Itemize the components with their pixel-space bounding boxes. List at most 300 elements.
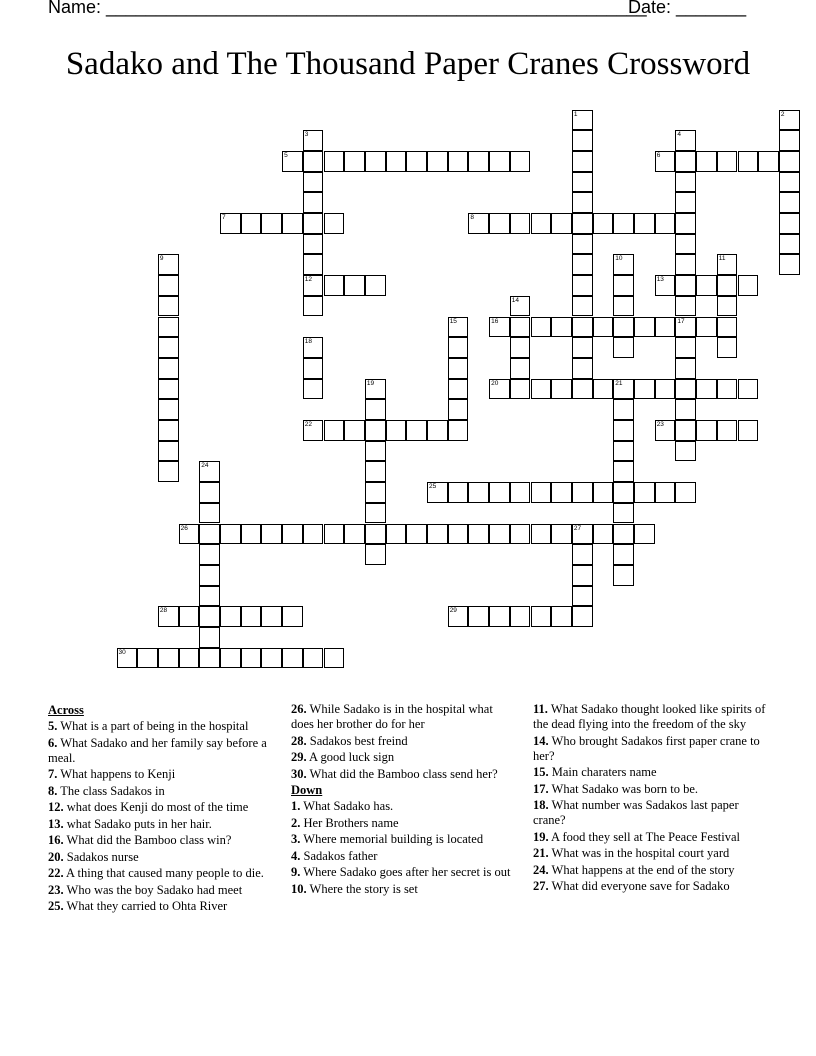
grid-cell[interactable] bbox=[365, 482, 386, 503]
grid-cell[interactable] bbox=[779, 213, 800, 234]
grid-cell[interactable] bbox=[696, 317, 717, 338]
grid-cell[interactable] bbox=[324, 524, 345, 545]
grid-cell[interactable] bbox=[717, 379, 738, 400]
grid-cell[interactable] bbox=[675, 172, 696, 193]
grid-cell[interactable] bbox=[655, 275, 676, 296]
grid-cell[interactable] bbox=[137, 648, 158, 669]
grid-cell[interactable] bbox=[427, 524, 448, 545]
across-clue: 25. What they carried to Ohta River bbox=[48, 899, 228, 913]
grid-cell[interactable] bbox=[655, 151, 676, 172]
grid-cell[interactable] bbox=[303, 358, 324, 379]
grid-cell[interactable] bbox=[779, 110, 800, 131]
grid-cell[interactable] bbox=[282, 648, 303, 669]
grid-cell[interactable] bbox=[324, 420, 345, 441]
grid-cell[interactable] bbox=[738, 420, 759, 441]
grid-cell[interactable] bbox=[717, 296, 738, 317]
grid-cell[interactable] bbox=[634, 524, 655, 545]
grid-cell[interactable] bbox=[675, 254, 696, 275]
clue-number: 18 bbox=[304, 338, 313, 346]
grid-cell[interactable] bbox=[613, 213, 634, 234]
grid-cell[interactable] bbox=[406, 524, 427, 545]
grid-cell[interactable] bbox=[572, 151, 593, 172]
grid-cell[interactable] bbox=[158, 441, 179, 462]
grid-cell[interactable] bbox=[593, 524, 614, 545]
grid-cell[interactable] bbox=[386, 420, 407, 441]
grid-cell[interactable] bbox=[365, 151, 386, 172]
grid-cell[interactable] bbox=[572, 358, 593, 379]
grid-cell[interactable] bbox=[634, 482, 655, 503]
clue-number: 17 bbox=[677, 317, 685, 325]
grid-cell[interactable] bbox=[572, 275, 593, 296]
grid-cell[interactable] bbox=[572, 317, 593, 338]
grid-cell[interactable] bbox=[199, 627, 220, 648]
grid-cell[interactable] bbox=[779, 151, 800, 172]
grid-cell[interactable] bbox=[220, 524, 241, 545]
across-clue: 13. what Sadako puts in her hair. bbox=[48, 816, 212, 831]
clue-number: 3 bbox=[304, 131, 309, 139]
grid-cell[interactable] bbox=[634, 317, 655, 338]
grid-cell[interactable] bbox=[572, 110, 593, 131]
clue-number-label: 22. bbox=[48, 866, 64, 880]
grid-cell[interactable] bbox=[303, 296, 324, 317]
grid-cell[interactable] bbox=[655, 213, 676, 234]
grid-cell[interactable] bbox=[510, 358, 531, 379]
grid-cell[interactable] bbox=[717, 254, 738, 275]
grid-cell[interactable] bbox=[158, 317, 179, 338]
grid-cell[interactable] bbox=[572, 172, 593, 193]
grid-cell[interactable] bbox=[158, 296, 179, 317]
clue-number-label: 11. bbox=[533, 702, 548, 716]
grid-cell[interactable] bbox=[613, 254, 634, 275]
down-clue: 10. Where the story is set bbox=[291, 881, 418, 896]
grid-cell[interactable] bbox=[158, 648, 179, 669]
grid-cell[interactable] bbox=[448, 151, 469, 172]
grid-cell[interactable] bbox=[303, 275, 324, 296]
clue-number: 20 bbox=[491, 379, 499, 387]
grid-cell[interactable] bbox=[717, 151, 738, 172]
grid-cell[interactable] bbox=[779, 192, 800, 213]
grid-cell[interactable] bbox=[634, 379, 655, 400]
clue-number-label: 24. bbox=[533, 862, 549, 877]
grid-cell[interactable] bbox=[448, 337, 469, 358]
grid-cell[interactable] bbox=[324, 151, 345, 172]
across-clue: 29. A good luck sign bbox=[291, 750, 395, 764]
across-clue: 30. What did the Bamboo class send her? bbox=[291, 766, 498, 781]
grid-cell[interactable] bbox=[179, 524, 200, 545]
grid-cell[interactable] bbox=[675, 379, 696, 400]
grid-cell[interactable] bbox=[779, 234, 800, 255]
clue-number: 15 bbox=[449, 317, 457, 325]
clues-column-2 bbox=[291, 702, 515, 898]
grid-cell[interactable] bbox=[199, 461, 220, 482]
grid-cell[interactable] bbox=[448, 379, 469, 400]
name-field[interactable]: Name: ______________________________________________________ bbox=[48, 0, 647, 17]
grid-cell[interactable] bbox=[344, 420, 365, 441]
grid-cell[interactable] bbox=[282, 606, 303, 627]
grid-cell[interactable] bbox=[427, 420, 448, 441]
grid-cell[interactable] bbox=[158, 337, 179, 358]
across-clue: 28. Sadakos best freind bbox=[291, 733, 408, 748]
grid-cell[interactable] bbox=[510, 606, 531, 627]
grid-cell[interactable] bbox=[572, 544, 593, 565]
grid-cell[interactable] bbox=[613, 482, 634, 503]
grid-cell[interactable] bbox=[241, 648, 262, 669]
clue-number-label: 16. bbox=[48, 833, 64, 847]
grid-cell[interactable] bbox=[241, 524, 262, 545]
clue-number-label: 17. bbox=[533, 781, 549, 796]
grid-cell[interactable] bbox=[675, 213, 696, 234]
grid-cell[interactable] bbox=[510, 524, 531, 545]
grid-cell[interactable] bbox=[365, 503, 386, 524]
grid-cell[interactable] bbox=[551, 524, 572, 545]
grid-cell[interactable] bbox=[675, 192, 696, 213]
clue-number: 29 bbox=[449, 607, 457, 615]
grid-cell[interactable] bbox=[572, 482, 593, 503]
grid-cell[interactable] bbox=[613, 399, 634, 420]
grid-cell[interactable] bbox=[675, 399, 696, 420]
clue-number: 26 bbox=[180, 524, 188, 532]
grid-cell[interactable] bbox=[261, 648, 282, 669]
grid-cell[interactable] bbox=[179, 606, 200, 627]
clue-number: 2 bbox=[780, 110, 785, 118]
grid-cell[interactable] bbox=[448, 524, 469, 545]
grid-cell[interactable] bbox=[448, 399, 469, 420]
grid-cell[interactable] bbox=[675, 296, 696, 317]
grid-cell[interactable] bbox=[199, 565, 220, 586]
grid-cell[interactable] bbox=[324, 648, 345, 669]
grid-cell[interactable] bbox=[489, 606, 510, 627]
grid-cell[interactable] bbox=[324, 275, 345, 296]
grid-cell[interactable] bbox=[241, 606, 262, 627]
grid-cell[interactable] bbox=[572, 337, 593, 358]
across-heading: Across bbox=[48, 703, 84, 717]
grid-cell[interactable] bbox=[779, 172, 800, 193]
grid-cell[interactable] bbox=[675, 317, 696, 338]
grid-cell[interactable] bbox=[696, 275, 717, 296]
clue-number-label: 25. bbox=[48, 899, 64, 913]
clue-number-label: 19. bbox=[533, 829, 549, 844]
grid-cell[interactable] bbox=[303, 234, 324, 255]
grid-cell[interactable] bbox=[717, 317, 738, 338]
grid-cell[interactable] bbox=[158, 420, 179, 441]
grid-cell[interactable] bbox=[448, 317, 469, 338]
grid-cell[interactable] bbox=[531, 482, 552, 503]
grid-cell[interactable] bbox=[365, 379, 386, 400]
grid-cell[interactable] bbox=[448, 606, 469, 627]
grid-cell[interactable] bbox=[572, 234, 593, 255]
grid-cell[interactable] bbox=[531, 379, 552, 400]
grid-cell[interactable] bbox=[613, 565, 634, 586]
grid-cell[interactable] bbox=[675, 151, 696, 172]
grid-cell[interactable] bbox=[303, 151, 324, 172]
grid-cell[interactable] bbox=[551, 317, 572, 338]
clue-number: 11 bbox=[718, 255, 726, 263]
grid-cell[interactable] bbox=[572, 213, 593, 234]
down-clue: 4. Sadakos father bbox=[291, 848, 378, 863]
clue-number-label: 21. bbox=[533, 846, 549, 860]
down-clue: 14. Who brought Sadakos first paper crane to her? bbox=[533, 733, 760, 763]
grid-cell[interactable] bbox=[593, 213, 614, 234]
grid-cell[interactable] bbox=[344, 275, 365, 296]
grid-cell[interactable] bbox=[572, 606, 593, 627]
grid-cell[interactable] bbox=[572, 524, 593, 545]
grid-cell[interactable] bbox=[282, 151, 303, 172]
grid-cell[interactable] bbox=[489, 317, 510, 338]
grid-cell[interactable] bbox=[675, 234, 696, 255]
grid-cell[interactable] bbox=[344, 524, 365, 545]
grid-cell[interactable] bbox=[303, 254, 324, 275]
grid-cell[interactable] bbox=[158, 254, 179, 275]
grid-cell[interactable] bbox=[531, 524, 552, 545]
grid-cell[interactable] bbox=[593, 379, 614, 400]
down-clue: 24. What happens at the end of the story bbox=[533, 862, 735, 877]
grid-cell[interactable] bbox=[717, 275, 738, 296]
grid-cell[interactable] bbox=[448, 482, 469, 503]
grid-cell[interactable] bbox=[613, 337, 634, 358]
grid-cell[interactable] bbox=[510, 379, 531, 400]
grid-cell[interactable] bbox=[303, 130, 324, 151]
grid-cell[interactable] bbox=[510, 482, 531, 503]
clue-number-label: 15. bbox=[533, 765, 549, 779]
grid-cell[interactable] bbox=[655, 379, 676, 400]
grid-cell[interactable] bbox=[468, 524, 489, 545]
grid-cell[interactable] bbox=[303, 524, 324, 545]
grid-cell[interactable] bbox=[199, 482, 220, 503]
date-field[interactable]: Date: _______ bbox=[628, 0, 747, 17]
grid-cell[interactable] bbox=[199, 524, 220, 545]
down-clue: 17. What Sadako was born to be. bbox=[533, 781, 699, 796]
grid-cell[interactable] bbox=[613, 524, 634, 545]
clue-number: 24 bbox=[201, 462, 209, 470]
grid-cell[interactable] bbox=[655, 482, 676, 503]
grid-cell[interactable] bbox=[158, 399, 179, 420]
grid-cell[interactable] bbox=[468, 606, 489, 627]
grid-cell[interactable] bbox=[489, 482, 510, 503]
grid-cell[interactable] bbox=[572, 586, 593, 607]
grid-cell[interactable] bbox=[324, 213, 345, 234]
grid-cell[interactable] bbox=[489, 524, 510, 545]
down-clue: 11. What Sadako thought looked like spirits of the dead flying into the freedom of the sky bbox=[533, 702, 766, 731]
down-clue: 18. What number was Sadakos last paper crane? bbox=[533, 798, 739, 827]
grid-cell[interactable] bbox=[551, 213, 572, 234]
down-clue: 27. What did everyone save for Sadako bbox=[533, 879, 730, 893]
clue-number-label: 14. bbox=[533, 733, 549, 748]
grid-cell[interactable] bbox=[199, 648, 220, 669]
grid-cell[interactable] bbox=[696, 151, 717, 172]
grid-cell[interactable] bbox=[489, 213, 510, 234]
grid-cell[interactable] bbox=[489, 151, 510, 172]
grid-cell[interactable] bbox=[365, 399, 386, 420]
grid-cell[interactable] bbox=[613, 379, 634, 400]
across-clue: 5. What is a part of being in the hospital bbox=[48, 719, 249, 733]
grid-cell[interactable] bbox=[572, 565, 593, 586]
clue-number-label: 6. bbox=[48, 735, 58, 750]
grid-cell[interactable] bbox=[199, 606, 220, 627]
grid-cell[interactable] bbox=[738, 151, 759, 172]
page-title: Sadako and The Thousand Paper Cranes Crossword bbox=[65, 46, 751, 82]
grid-cell[interactable] bbox=[282, 213, 303, 234]
grid-cell[interactable] bbox=[510, 213, 531, 234]
grid-cell[interactable] bbox=[717, 337, 738, 358]
clue-number: 28 bbox=[159, 607, 168, 615]
clue-number: 6 bbox=[656, 151, 661, 159]
grid-cell[interactable] bbox=[365, 420, 386, 441]
grid-cell[interactable] bbox=[448, 358, 469, 379]
grid-cell[interactable] bbox=[261, 606, 282, 627]
grid-cell[interactable] bbox=[448, 420, 469, 441]
clue-number-label: 9. bbox=[291, 865, 301, 879]
grid-cell[interactable] bbox=[220, 606, 241, 627]
grid-cell[interactable] bbox=[406, 420, 427, 441]
grid-cell[interactable] bbox=[531, 606, 552, 627]
across-clue: 16. What did the Bamboo class win? bbox=[48, 833, 232, 847]
grid-cell[interactable] bbox=[634, 213, 655, 234]
clue-number-label: 3. bbox=[291, 832, 301, 846]
grid-cell[interactable] bbox=[241, 213, 262, 234]
grid-cell[interactable] bbox=[613, 275, 634, 296]
grid-cell[interactable] bbox=[220, 213, 241, 234]
grid-cell[interactable] bbox=[510, 317, 531, 338]
grid-cell[interactable] bbox=[179, 648, 200, 669]
grid-cell[interactable] bbox=[365, 524, 386, 545]
grid-cell[interactable] bbox=[675, 130, 696, 151]
clue-number-label: 27. bbox=[533, 879, 549, 893]
grid-cell[interactable] bbox=[158, 461, 179, 482]
grid-cell[interactable] bbox=[655, 317, 676, 338]
grid-cell[interactable] bbox=[551, 482, 572, 503]
grid-cell[interactable] bbox=[468, 151, 489, 172]
clue-number: 8 bbox=[470, 214, 475, 221]
grid-cell[interactable] bbox=[365, 441, 386, 462]
grid-cell[interactable] bbox=[303, 337, 324, 358]
down-clue: 2. Her Brothers name bbox=[291, 815, 399, 830]
grid-cell[interactable] bbox=[572, 296, 593, 317]
grid-cell[interactable] bbox=[593, 482, 614, 503]
grid-cell[interactable] bbox=[303, 379, 324, 400]
clue-number: 7 bbox=[222, 214, 226, 221]
grid-cell[interactable] bbox=[365, 275, 386, 296]
clue-number-label: 23. bbox=[48, 882, 64, 897]
grid-cell[interactable] bbox=[572, 379, 593, 400]
grid-cell[interactable] bbox=[675, 482, 696, 503]
clue-number: 19 bbox=[366, 379, 375, 387]
clue-number-label: 8. bbox=[48, 783, 58, 798]
grid-cell[interactable] bbox=[758, 151, 779, 172]
clue-number-label: 7. bbox=[48, 767, 58, 781]
down-clue: 19. A food they sell at The Peace Festival bbox=[533, 829, 741, 844]
grid-cell[interactable] bbox=[613, 544, 634, 565]
grid-cell[interactable] bbox=[158, 275, 179, 296]
clues-column-1 bbox=[48, 702, 276, 916]
grid-cell[interactable] bbox=[303, 192, 324, 213]
grid-cell[interactable] bbox=[779, 130, 800, 151]
grid-cell[interactable] bbox=[406, 151, 427, 172]
grid-cell[interactable] bbox=[261, 213, 282, 234]
grid-cell[interactable] bbox=[365, 461, 386, 482]
clue-number: 1 bbox=[573, 110, 578, 118]
grid-cell[interactable] bbox=[220, 648, 241, 669]
grid-cell[interactable] bbox=[675, 441, 696, 462]
grid-cell[interactable] bbox=[489, 379, 510, 400]
grid-cell[interactable] bbox=[655, 420, 676, 441]
grid-cell[interactable] bbox=[303, 213, 324, 234]
grid-cell[interactable] bbox=[675, 275, 696, 296]
grid-cell[interactable] bbox=[386, 524, 407, 545]
clue-number: 12 bbox=[304, 276, 313, 284]
grid-cell[interactable] bbox=[613, 503, 634, 524]
grid-cell[interactable] bbox=[510, 337, 531, 358]
grid-cell[interactable] bbox=[551, 606, 572, 627]
clue-number: 5 bbox=[284, 151, 288, 159]
grid-cell[interactable] bbox=[510, 296, 531, 317]
grid-cell[interactable] bbox=[282, 524, 303, 545]
grid-cell[interactable] bbox=[303, 172, 324, 193]
grid-cell[interactable] bbox=[572, 130, 593, 151]
grid-cell[interactable] bbox=[199, 544, 220, 565]
grid-cell[interactable] bbox=[572, 192, 593, 213]
grid-cell[interactable] bbox=[675, 420, 696, 441]
grid-cell[interactable] bbox=[738, 379, 759, 400]
clue-number: 21 bbox=[615, 379, 623, 387]
clue-number: 13 bbox=[656, 276, 664, 284]
clue-number-label: 18. bbox=[533, 798, 549, 812]
grid-cell[interactable] bbox=[427, 151, 448, 172]
grid-cell[interactable] bbox=[551, 379, 572, 400]
grid-cell[interactable] bbox=[779, 254, 800, 275]
across-clue: 8. The class Sadakos in bbox=[48, 783, 165, 798]
grid-cell[interactable] bbox=[199, 586, 220, 607]
grid-cell[interactable] bbox=[613, 461, 634, 482]
grid-cell[interactable] bbox=[531, 317, 552, 338]
grid-cell[interactable] bbox=[158, 606, 179, 627]
grid-cell[interactable] bbox=[675, 358, 696, 379]
grid-cell[interactable] bbox=[344, 151, 365, 172]
grid-cell[interactable] bbox=[531, 213, 552, 234]
grid-cell[interactable] bbox=[572, 254, 593, 275]
grid-cell[interactable] bbox=[510, 151, 531, 172]
clue-number: 16 bbox=[491, 317, 499, 325]
grid-cell[interactable] bbox=[303, 420, 324, 441]
clue-number: 10 bbox=[615, 255, 623, 263]
grid-cell[interactable] bbox=[593, 317, 614, 338]
grid-cell[interactable] bbox=[427, 482, 448, 503]
clue-number-label: 4. bbox=[291, 848, 301, 863]
clue-number-label: 29. bbox=[291, 750, 307, 764]
down-clue: 3. Where memorial building is located bbox=[291, 832, 484, 846]
grid-cell[interactable] bbox=[738, 275, 759, 296]
grid-cell[interactable] bbox=[696, 379, 717, 400]
grid-cell[interactable] bbox=[386, 151, 407, 172]
grid-cell[interactable] bbox=[717, 420, 738, 441]
grid-cell[interactable] bbox=[117, 648, 138, 669]
clue-number-label: 20. bbox=[48, 849, 64, 864]
grid-cell[interactable] bbox=[613, 296, 634, 317]
grid-cell[interactable] bbox=[468, 482, 489, 503]
grid-cell[interactable] bbox=[261, 524, 282, 545]
clue-number-label: 10. bbox=[291, 881, 307, 896]
grid-cell[interactable] bbox=[365, 544, 386, 565]
grid-cell[interactable] bbox=[199, 503, 220, 524]
grid-cell[interactable] bbox=[613, 441, 634, 462]
grid-cell[interactable] bbox=[613, 420, 634, 441]
grid-cell[interactable] bbox=[696, 420, 717, 441]
grid-cell[interactable] bbox=[468, 213, 489, 234]
grid-cell[interactable] bbox=[613, 317, 634, 338]
grid-cell[interactable] bbox=[158, 379, 179, 400]
grid-cell[interactable] bbox=[675, 337, 696, 358]
grid-cell[interactable] bbox=[158, 358, 179, 379]
grid-cell[interactable] bbox=[303, 648, 324, 669]
